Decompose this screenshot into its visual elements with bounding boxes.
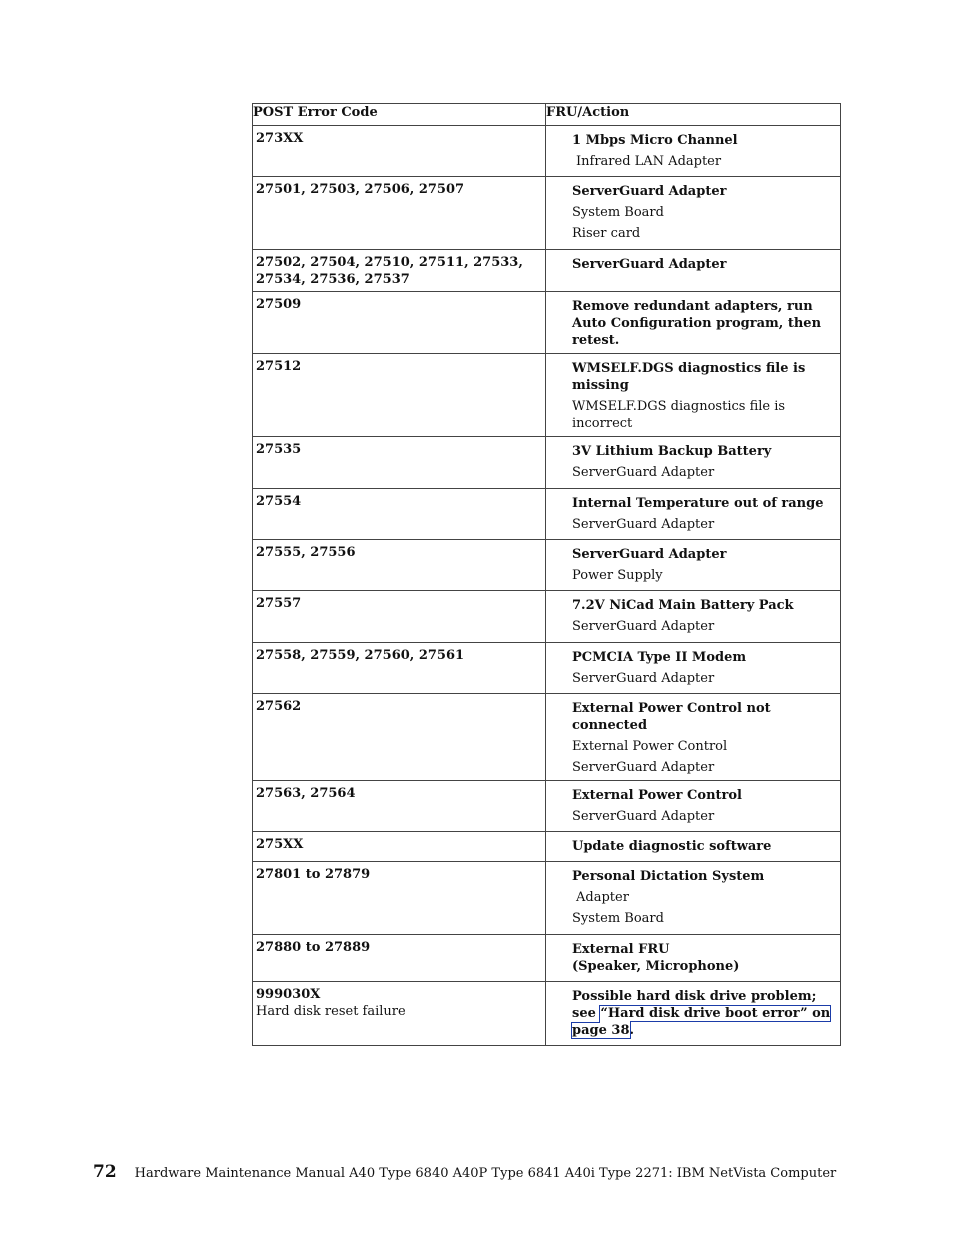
fru-action-text: External Power Control [572,739,728,754]
fru-action-cell [546,126,841,177]
error-code: 27801 to 27879 [256,867,371,882]
table-row [253,781,841,832]
fru-action-text: PCMCIA Type II Modem [572,650,747,665]
table-row [253,862,841,935]
fru-action-item [572,360,838,394]
fru-action-text: ServerGuard Adapter [572,547,727,562]
fru-action-item [572,464,838,481]
table-row [253,694,841,781]
table-row [253,832,841,862]
fru-action-text: Possible hard disk drive problem; see [572,989,817,1021]
table-row [253,354,841,437]
fru-action-item [572,298,838,349]
fru-action-text: (Speaker, Microphone) [572,959,740,974]
fru-action-item [572,958,838,975]
fru-action-cell [546,177,841,250]
table-row [253,540,841,591]
fru-action-cell [546,437,841,489]
fru-action-text: 1 Mbps Micro Channel [572,133,738,148]
fru-action-item [572,988,838,1039]
error-code: 27512 [256,359,302,374]
fru-action-item [572,516,838,533]
fru-action-item [572,495,838,512]
error-code: 27558, 27559, 27560, 27561 [256,648,465,663]
post-error-table [252,103,841,1046]
fru-action-text: Update diagnostic software [572,839,772,854]
table-row [253,982,841,1046]
fru-action-cell [546,862,841,935]
error-code-cell [253,832,546,862]
fru-action-item [572,941,838,958]
error-code-cell [253,540,546,591]
error-code: 273XX [256,131,304,146]
cross-reference-link[interactable]: “Hard disk drive boot error” on page 38 [572,1006,831,1038]
fru-action-text: Remove redundant adapters, run Auto Configuration program, then retest. [572,299,822,348]
table-row [253,292,841,354]
fru-action-text: 7.2V NiCad Main Battery Pack [572,598,794,613]
fru-action-cell [546,292,841,354]
table-row [253,935,841,982]
fru-action-item [572,868,838,885]
table-body [253,126,841,1046]
fru-action-cell [546,832,841,862]
fru-action-text: ServerGuard Adapter [572,517,715,532]
header-post-error-code: POST Error Code [253,104,546,126]
fru-action-item [572,808,838,825]
fru-action-cell [546,489,841,540]
fru-action-item [572,759,838,776]
fru-action-cell [546,643,841,694]
fru-action-text: ServerGuard Adapter [572,809,715,824]
fru-action-item [572,787,838,804]
error-code: 27562 [256,699,302,714]
fru-action-item [572,153,838,170]
fru-action-text: ServerGuard Adapter [572,619,715,634]
error-code-cell [253,250,546,292]
fru-action-item [572,889,838,906]
error-code-cell [253,177,546,250]
fru-action-text: WMSELF.DGS diagnostics file is incorrect [572,399,786,431]
error-description: Hard disk reset failure [256,1004,406,1019]
error-code: 27501, 27503, 27506, 27507 [256,182,465,197]
header-fru-action: FRU/Action [546,104,841,126]
punctuation: . [629,1023,635,1038]
error-code-cell [253,982,546,1046]
fru-action-text: Power Supply [572,568,663,583]
error-code: 27502, 27504, 27510, 27511, 27533, 27534, 27536, 27537 [256,255,523,287]
error-code: 27535 [256,442,302,457]
error-code-cell [253,354,546,437]
fru-action-item [572,132,838,149]
fru-action-text: Internal Temperature out of range [572,496,824,511]
fru-action-item [572,838,838,855]
fru-action-text: Riser card [572,226,641,241]
error-code-cell [253,935,546,982]
fru-action-text: ServerGuard Adapter [572,465,715,480]
fru-action-cell [546,781,841,832]
error-code-cell [253,694,546,781]
table-row [253,643,841,694]
error-code: 275XX [256,837,304,852]
table-row [253,591,841,643]
fru-action-text: Personal Dictation System [572,869,765,884]
fru-action-item [572,204,838,221]
table-row [253,489,841,540]
fru-action-cell [546,354,841,437]
fru-action-cell [546,935,841,982]
fru-action-cell [546,540,841,591]
fru-action-text: Infrared LAN Adapter [576,154,722,169]
fru-action-item [572,738,838,755]
error-code-cell [253,489,546,540]
fru-action-item [572,670,838,687]
error-code-cell [253,591,546,643]
fru-action-text: ServerGuard Adapter [572,184,727,199]
error-code-cell [253,126,546,177]
fru-action-text: External FRU [572,942,670,957]
table-header-row [253,104,841,126]
table-row [253,250,841,292]
fru-action-item [572,618,838,635]
error-code-cell [253,781,546,832]
fru-action-text: Adapter [576,890,629,905]
page-number: 72 [93,1162,117,1182]
error-code: 27557 [256,596,302,611]
error-code-cell [253,643,546,694]
fru-action-text: ServerGuard Adapter [572,760,715,775]
error-code: 27509 [256,297,302,312]
fru-action-item [572,597,838,614]
fru-action-item [572,567,838,584]
fru-action-text: WMSELF.DGS diagnostics file is missing [572,361,806,393]
fru-action-text: System Board [572,911,664,926]
error-code: 27563, 27564 [256,786,356,801]
fru-action-text: 3V Lithium Backup Battery [572,444,772,459]
fru-action-item [572,649,838,666]
fru-action-item [572,700,838,734]
fru-action-item [572,398,838,432]
fru-action-item [572,256,838,273]
table-row [253,177,841,250]
fru-action-text: ServerGuard Adapter [572,671,715,686]
fru-action-text: External Power Control [572,788,742,803]
footer-title: Hardware Maintenance Manual A40 Type 6840 A40P Type 6841 A40i Type 2271: IBM NetVista Computer [134,1166,837,1181]
error-code: 27880 to 27889 [256,940,371,955]
fru-action-cell [546,694,841,781]
fru-action-item [572,910,838,927]
fru-action-item [572,546,838,563]
fru-action-item [572,225,838,242]
fru-action-text: System Board [572,205,664,220]
fru-action-cell [546,250,841,292]
fru-action-item [572,443,838,460]
table-row [253,437,841,489]
error-code: 27555, 27556 [256,545,356,560]
error-code: 27554 [256,494,302,509]
fru-action-text: ServerGuard Adapter [572,257,727,272]
table-row [253,126,841,177]
fru-action-text: External Power Control not connected [572,701,771,733]
fru-action-item [572,183,838,200]
error-code-cell [253,862,546,935]
fru-action-cell [546,982,841,1046]
error-code: 999030X [256,987,321,1002]
fru-action-cell [546,591,841,643]
page-footer [93,1162,836,1182]
error-code-cell [253,292,546,354]
error-code-cell [253,437,546,489]
